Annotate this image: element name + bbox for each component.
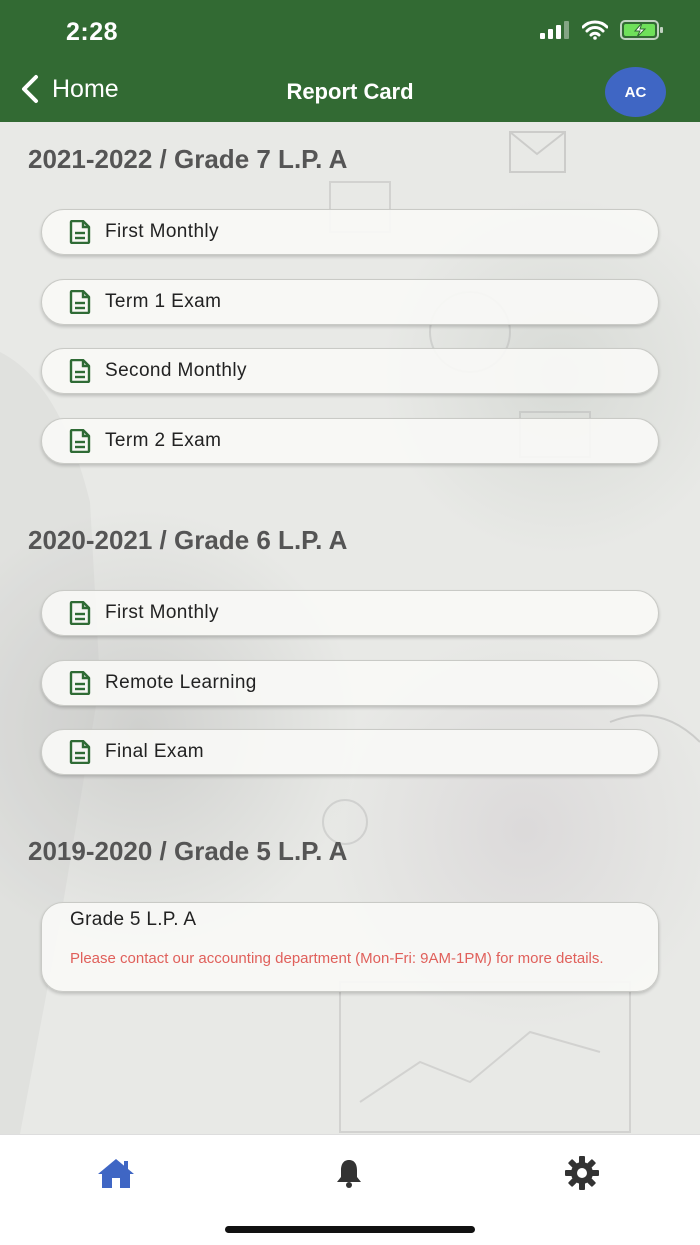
- page-title: Report Card: [286, 79, 414, 104]
- report-item-label: Remote Learning: [105, 672, 257, 693]
- report-card-list[interactable]: [0, 122, 700, 1134]
- section-title-2020-2021: 2020-2021 / Grade 6 L.P. A: [28, 525, 348, 555]
- tab-notifications[interactable]: [329, 1155, 369, 1191]
- signal-icon: [540, 21, 570, 39]
- tab-bar: [0, 1134, 700, 1245]
- report-item-label: First Monthly: [105, 602, 219, 623]
- document-icon: [69, 359, 91, 383]
- tab-home[interactable]: [96, 1155, 136, 1191]
- report-item-label: Final Exam: [105, 741, 205, 762]
- battery-charging-icon: [620, 20, 664, 40]
- report-item-label: Term 2 Exam: [105, 430, 222, 451]
- back-label: Home: [52, 74, 119, 103]
- document-icon: [69, 220, 91, 244]
- document-icon: [69, 601, 91, 625]
- document-icon: [69, 429, 91, 453]
- report-item-term2-exam-2021[interactable]: [41, 418, 659, 464]
- section-title-2019-2020: 2019-2020 / Grade 5 L.P. A: [28, 836, 348, 866]
- gear-icon: [564, 1155, 600, 1191]
- report-item-first-monthly-2021[interactable]: [41, 209, 659, 255]
- report-item-second-monthly-2021[interactable]: [41, 348, 659, 394]
- grade5-notice-card[interactable]: [41, 902, 659, 992]
- document-icon: [69, 671, 91, 695]
- report-item-term1-exam-2021[interactable]: [41, 279, 659, 325]
- status-icons: [540, 20, 664, 40]
- report-item-final-exam-2020[interactable]: [41, 729, 659, 775]
- report-item-remote-learning-2020[interactable]: [41, 660, 659, 706]
- report-item-first-monthly-2020[interactable]: [41, 590, 659, 636]
- report-item-label: Second Monthly: [105, 360, 247, 381]
- document-icon: [69, 740, 91, 764]
- report-item-label: Term 1 Exam: [105, 291, 222, 312]
- app-header: [0, 0, 700, 122]
- tab-settings[interactable]: [562, 1155, 602, 1191]
- home-icon: [96, 1157, 136, 1189]
- section-title-2021-2022: 2021-2022 / Grade 7 L.P. A: [28, 144, 348, 174]
- avatar[interactable]: AC: [605, 67, 666, 117]
- notice-message: Please contact our accounting department (Mon-Fri: 9AM-1PM) for more details.: [70, 950, 604, 967]
- status-time: 2:28: [66, 18, 119, 46]
- bell-icon: [333, 1157, 365, 1189]
- report-item-label: First Monthly: [105, 221, 219, 242]
- document-icon: [69, 290, 91, 314]
- notice-title: Grade 5 L.P. A: [70, 909, 197, 930]
- wifi-icon: [582, 20, 608, 40]
- home-indicator: [225, 1226, 475, 1233]
